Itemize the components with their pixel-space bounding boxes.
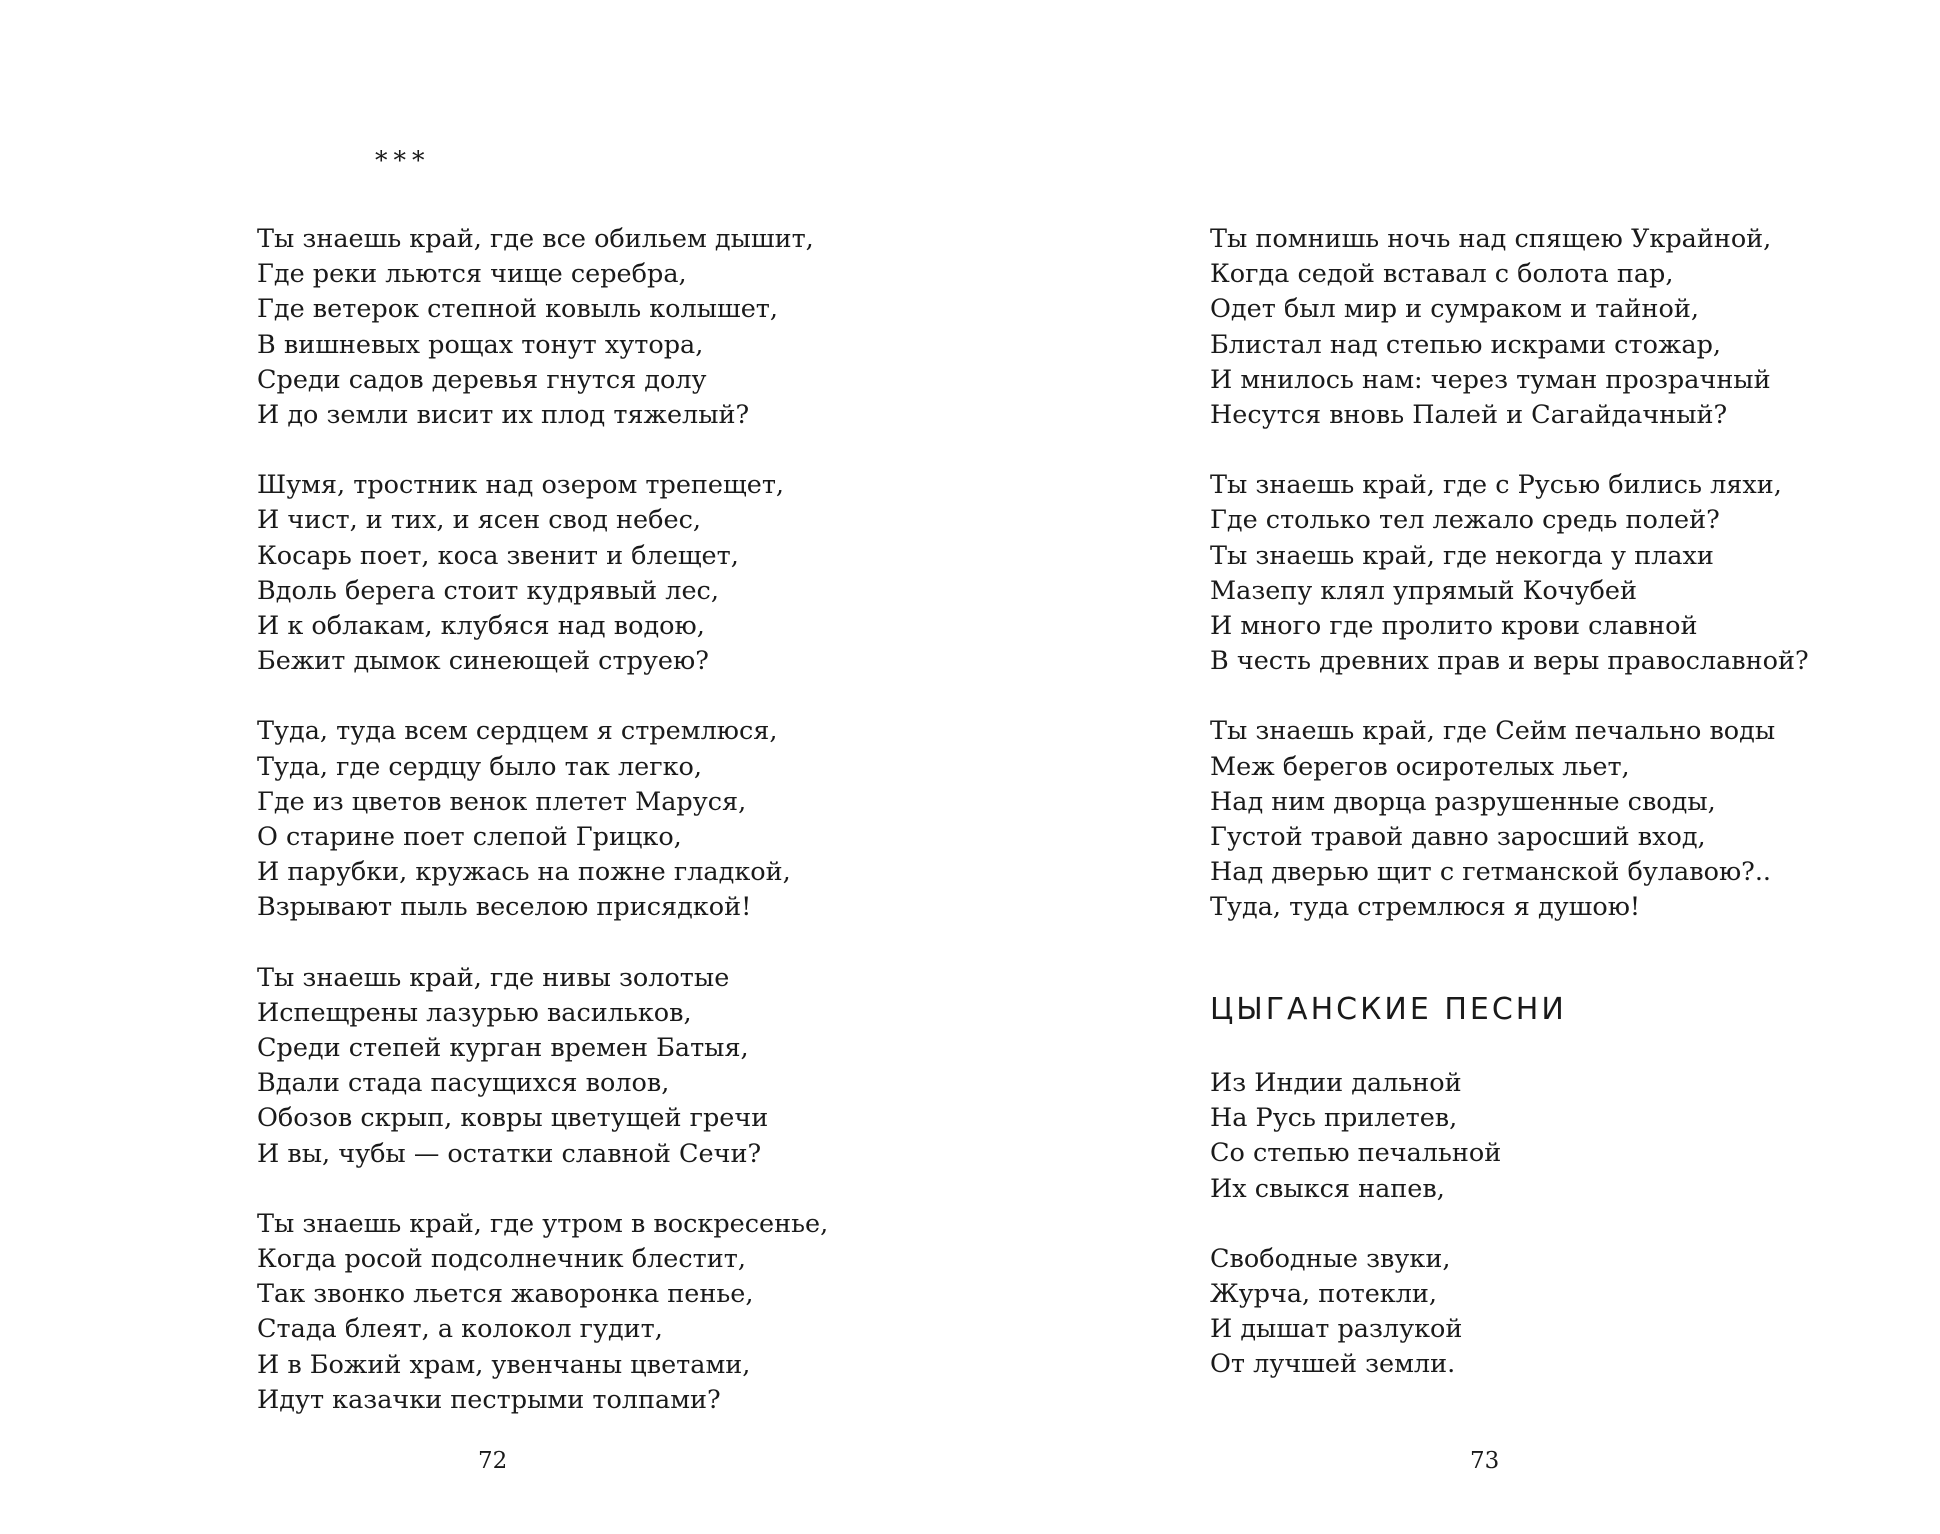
poem-line: Над дверью щит с гетманской булавою?.. bbox=[1210, 857, 1772, 888]
stanza bbox=[1210, 714, 1809, 925]
poem-line: Туда, туда стремлюся я душою! bbox=[1210, 892, 1641, 923]
poem-line: В вишневых рощах тонут хутора, bbox=[257, 329, 704, 360]
poem-right bbox=[1210, 222, 1809, 961]
poem-line: Испещрены лазурью васильков, bbox=[257, 997, 692, 1028]
poem-line: Со степью печальной bbox=[1210, 1138, 1502, 1169]
stanza bbox=[1210, 1066, 1501, 1207]
poem-line: Густой травой давно заросший вход, bbox=[1210, 822, 1706, 853]
stanza bbox=[1210, 468, 1809, 679]
poem-line: И чист, и тих, и ясен свод небес, bbox=[257, 505, 701, 536]
poem-line: Обозов скрып, ковры цветущей гречи bbox=[257, 1103, 769, 1134]
poem-line: Шумя, тростник над озером трепещет, bbox=[257, 470, 785, 501]
poem-line: И дышат разлукой bbox=[1210, 1314, 1463, 1345]
poem-line: Где ветерок степной ковыль колышет, bbox=[257, 294, 778, 325]
poem-line: Вдоль берега стоит кудрявый лес, bbox=[257, 575, 719, 606]
page-number-left: 72 bbox=[478, 1448, 508, 1474]
poem-line: Ты знаешь край, где некогда у плахи bbox=[1210, 540, 1714, 571]
poem-line: Взрывают пыль веселою присядкой! bbox=[257, 892, 752, 923]
poem-line: И много где пролито крови славной bbox=[1210, 611, 1698, 642]
poem-separator: *** bbox=[375, 146, 431, 175]
poem-line: Где реки льются чище серебра, bbox=[257, 259, 687, 290]
poem-line: Вдали стада пасущихся волов, bbox=[257, 1068, 670, 1099]
poem-line: Среди степей курган времен Батыя, bbox=[257, 1033, 749, 1064]
poem-line: Туда, где сердцу было так легко, bbox=[257, 751, 702, 782]
poem-line: Ты знаешь край, где нивы золотые bbox=[257, 962, 730, 993]
poem-line: Когда росой подсолнечник блестит, bbox=[257, 1244, 746, 1275]
poem-line: Так звонко льется жаворонка пенье, bbox=[257, 1279, 754, 1310]
poem-line: Ты знаешь край, где утром в воскресенье, bbox=[257, 1208, 829, 1239]
poem-line: Стада блеят, а колокол гудит, bbox=[257, 1314, 663, 1345]
poem-line: Их свыкся напев, bbox=[1210, 1173, 1445, 1204]
section-title: ЦЫГАНСКИЕ ПЕСНИ bbox=[1210, 992, 1567, 1027]
poem-line: Ты знаешь край, где все обильем дышит, bbox=[257, 224, 814, 254]
poem-line: И к облакам, клубяся над водою, bbox=[257, 611, 705, 642]
poem-line: Идут казачки пестрыми толпами? bbox=[257, 1384, 721, 1415]
poem-left bbox=[257, 222, 828, 1453]
poem-line: Ты помнишь ночь над спящею Украйной, bbox=[1210, 224, 1772, 254]
poem-line: От лучшей земли. bbox=[1210, 1349, 1456, 1380]
poem-line: Над ним дворца разрушенные своды, bbox=[1210, 786, 1716, 817]
poem-line: Одет был мир и сумраком и тайной, bbox=[1210, 294, 1699, 325]
poem-line: Туда, туда всем сердцем я стремлюся, bbox=[257, 716, 778, 747]
stanza bbox=[257, 222, 828, 433]
poem-line: Среди садов деревья гнутся долу bbox=[257, 364, 707, 395]
stanza bbox=[257, 468, 828, 679]
poem-line: Свободные звуки, bbox=[1210, 1243, 1451, 1274]
poem-line: Ты знаешь край, где с Русью бились ляхи, bbox=[1210, 470, 1782, 501]
poem-line: Где столько тел лежало средь полей? bbox=[1210, 505, 1720, 536]
right-page bbox=[970, 0, 1940, 1534]
stanza bbox=[1210, 222, 1809, 433]
poem-line: И парубки, кружась на пожне гладкой, bbox=[257, 857, 791, 888]
poem-line: Меж берегов осиротелых льет, bbox=[1210, 751, 1630, 782]
poem-line: Где из цветов венок плетет Маруся, bbox=[257, 786, 747, 817]
poem-line: На Русь прилетев, bbox=[1210, 1103, 1458, 1134]
poem-line: О старине поет слепой Грицко, bbox=[257, 822, 682, 853]
poem-line: Ты знаешь край, где Сейм печально воды bbox=[1210, 716, 1776, 747]
stanza bbox=[257, 714, 828, 925]
poem-line: Бежит дымок синеющей струею? bbox=[257, 646, 709, 677]
poem-line: И до земли висит их плод тяжелый? bbox=[257, 400, 750, 431]
poem-line: И мнилось нам: через туман прозрачный bbox=[1210, 364, 1771, 395]
poem-line: Когда седой вставал с болота пар, bbox=[1210, 259, 1674, 290]
poem-line: И вы, чубы — остатки славной Сечи? bbox=[257, 1138, 762, 1169]
poem-line: Несутся вновь Палей и Сагайдачный? bbox=[1210, 400, 1728, 431]
gypsy-songs-poem bbox=[1210, 1066, 1501, 1418]
stanza bbox=[257, 961, 828, 1172]
poem-line: И в Божий храм, увенчаны цветами, bbox=[257, 1349, 751, 1380]
poem-line: Мазепу клял упрямый Кочубей bbox=[1210, 575, 1637, 606]
poem-line: Журча, потекли, bbox=[1210, 1279, 1438, 1310]
poem-line: Из Индии дальной bbox=[1210, 1068, 1462, 1098]
stanza bbox=[257, 1207, 828, 1418]
stanza bbox=[1210, 1242, 1501, 1383]
poem-line: Косарь поет, коса звенит и блещет, bbox=[257, 540, 739, 571]
page-number-right: 73 bbox=[1470, 1448, 1500, 1474]
poem-line: В честь древних прав и веры православной? bbox=[1210, 646, 1809, 677]
poem-line: Блистал над степью искрами стожар, bbox=[1210, 329, 1722, 360]
